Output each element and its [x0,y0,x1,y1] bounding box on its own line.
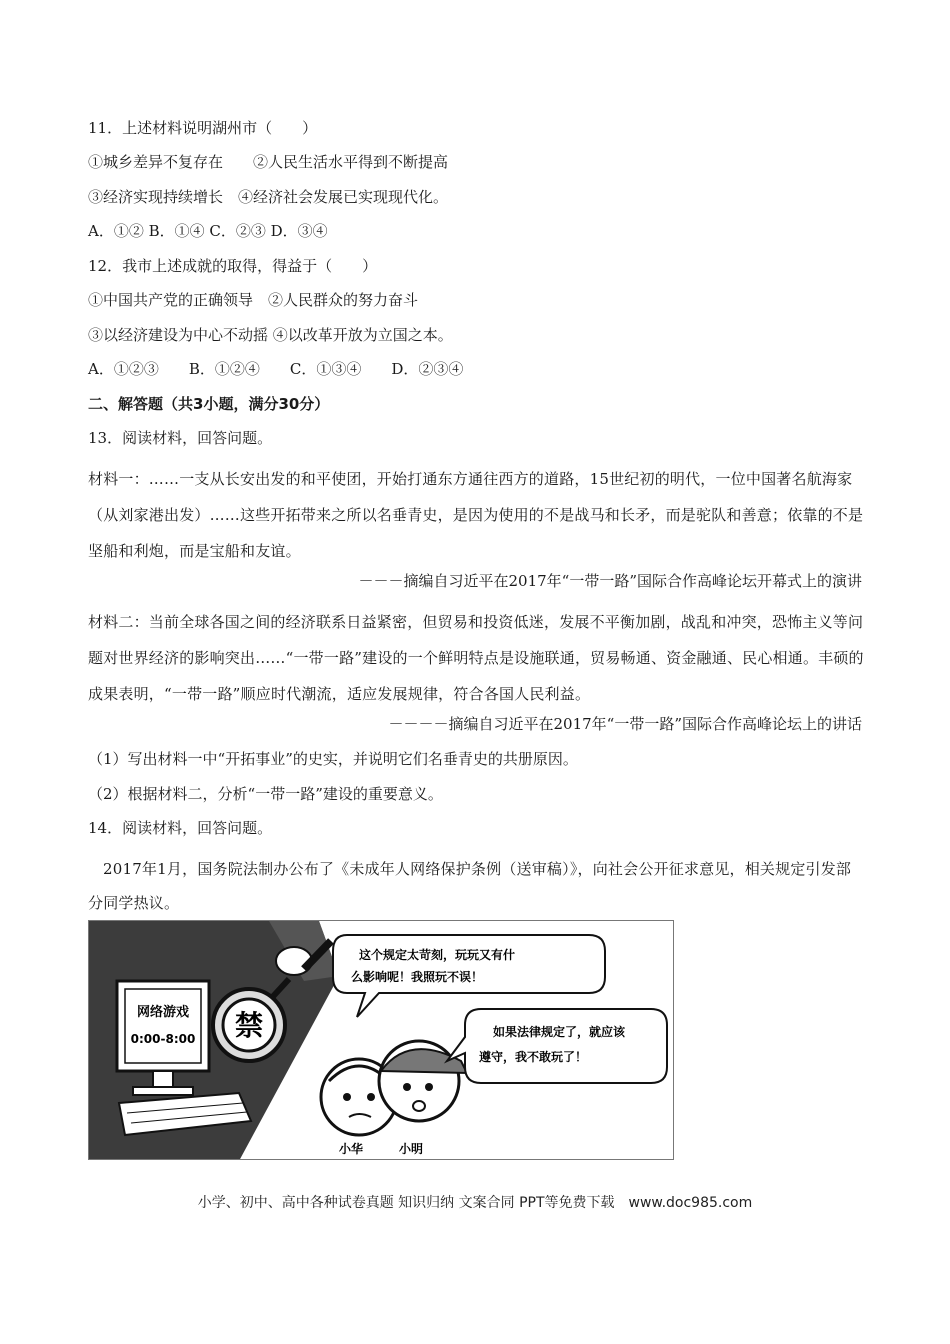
bubble1-line2: 么影响呢！我照玩不误！ [351,970,484,984]
q13-subquestion-2: （2）根据材料二，分析“一带一路”建设的重要意义。 [88,785,443,803]
q11-options-2: ③经济实现持续增长 ④经济社会发展已实现现代化。 [88,188,449,206]
q12-choices: A．①②③ B．①②④ C．①③④ D．②③④ [88,360,464,378]
boy-xiaoming-mouth [413,1101,425,1111]
cartoon-svg [89,921,674,1160]
name-xiaohua: 小华 [338,1142,364,1156]
q11-options-1: ①城乡差异不复存在 ②人民生活水平得到不断提高 [88,153,449,171]
ban-character: 禁 [234,1009,264,1042]
bubble2-line2: 遵守，我不敢玩了！ [479,1050,588,1064]
q11-choices: A．①② B．①④ C．②③ D．③④ [88,222,328,240]
cartoon-illustration [88,920,674,1160]
q12-options-1: ①中国共产党的正确领导 ②人民群众的努力奋斗 [88,291,419,309]
bubble2-line1: 如果法律规定了，就应该 [493,1025,626,1039]
bubble1-line1: 这个规定太苛刻，玩玩又有什 [359,948,516,962]
section-heading: 二、解答题（共3小题，满分30分） [88,395,330,413]
q13-material-2: 材料二：当前全球各国之间的经济联系日益紧密，但贸易和投资低迷，发展不平衡加剧，战乱和冲突，恐怖主义等问题对世界经济的影响突出……“一带一路”建设的一个鲜明特点是设施联通，贸易畅通、资金融通、民心相通。丰硕的成果表明，“一带一路”顺应时代潮流，适应发展规律，符合各国人民利益。 [88,613,864,703]
q14-stem: 14．阅读材料，回答问题。 [88,819,273,837]
q12-options-2: ③以经济建设为中心不动摇 ④以改革开放为立国之本。 [88,326,453,344]
q13-source-1: －－－摘编自习近平在2017年“一带一路”国际合作高峰论坛开幕式上的演讲 [358,572,862,590]
q11-stem: 11．上述材料说明湖州市（ ） [88,119,318,137]
boy-xiaohua-eye [367,1093,375,1101]
q13-subquestion-1: （1）写出材料一中“开拓事业”的史实，并说明它们名垂青史的共册原因。 [88,750,578,768]
boy-xiaohua-eye [343,1093,351,1101]
screen-title: 网络游戏 [136,1005,190,1020]
monitor-stand [153,1071,173,1087]
q13-stem: 13．阅读材料，回答问题。 [88,429,273,447]
screen-time: 0:00-8:00 [130,1032,196,1046]
name-xiaoming: 小明 [398,1142,424,1156]
q14-intro: 2017年1月，国务院法制办公布了《未成年人网络保护条例（送审稿）》，向社会公开征求意见，相关规定引发部分同学热议。 [88,860,852,912]
boy-xiaoming-eye [425,1083,433,1091]
speech-bubble-2 [447,1009,667,1083]
q13-source-2: －－－－摘编自习近平在2017年“一带一路”国际合作高峰论坛上的讲话 [388,715,862,733]
monitor-screen [125,989,201,1063]
footer-caption: 小学、初中、高中各种试卷真题 知识归纳 文案合同 PPT等免费下载 www.doc985.com [197,1195,753,1211]
boy-xiaoming-eye [403,1083,411,1091]
monitor-base [133,1087,193,1095]
q12-stem: 12．我市上述成就的取得，得益于（ ） [88,257,378,275]
q13-material-1: 材料一：……一支从长安出发的和平使团，开始打通东方通往西方的道路，15世纪初的明代，一位中国著名航海家（从刘家港出发）……这些开拓带来之所以名垂青史，是因为使用的不是战马和长矛，而是驼队和善意；依靠的不是坚船和利炮，而是宝船和友谊。 [88,470,864,560]
